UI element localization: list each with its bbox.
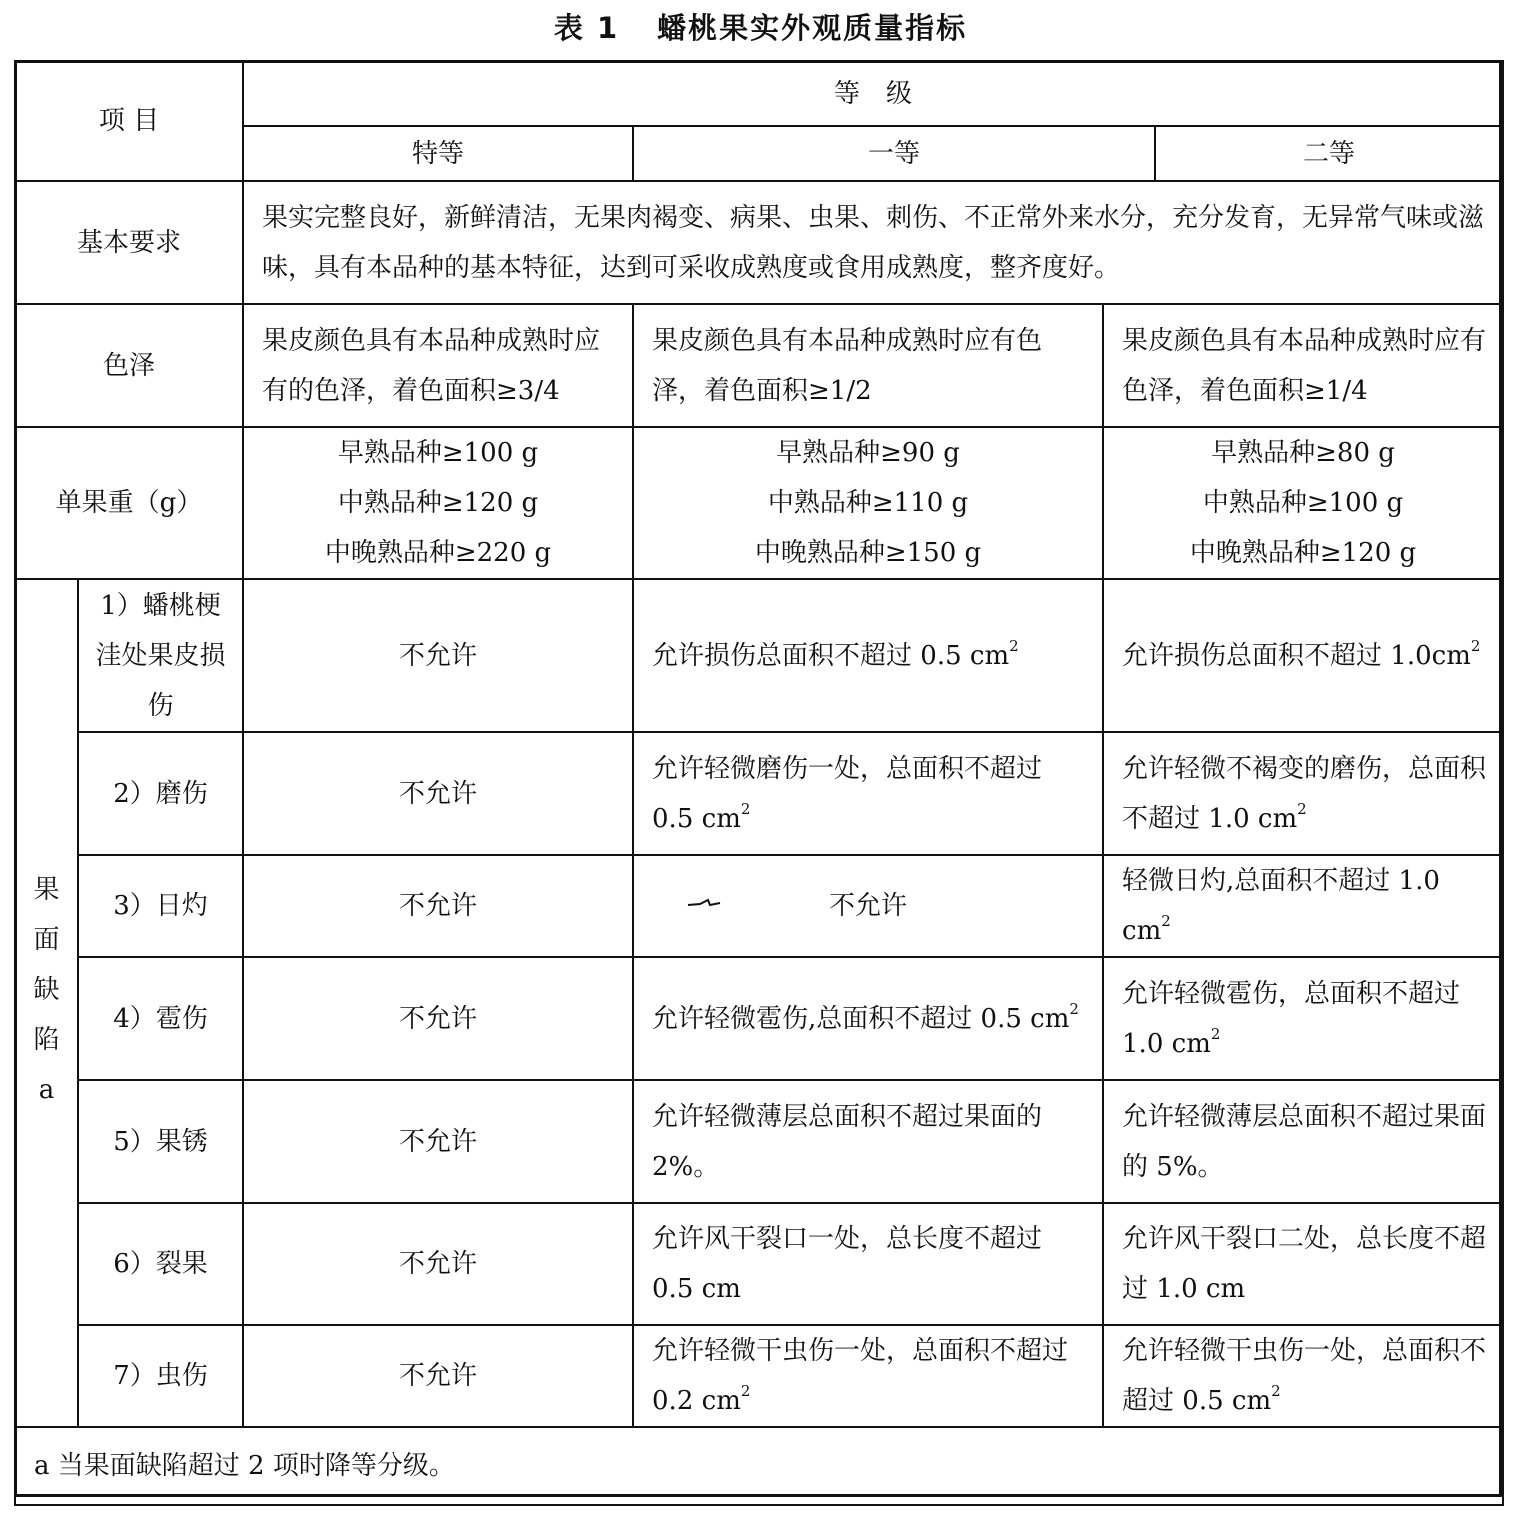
defect-second: 允许轻微薄层总面积不超过果面的 5%。	[1103, 1080, 1503, 1203]
defect-label: 6）裂果	[78, 1203, 243, 1325]
defect-label: 7）虫伤	[78, 1325, 243, 1427]
defect-second: 允许轻微干虫伤一处，总面积不超过 0.5 $cm^2$	[1103, 1325, 1503, 1427]
superscript: 2	[1009, 636, 1019, 655]
defect-group-char: 果	[33, 875, 60, 905]
weight-line: 中晚熟品种≥220 g	[324, 538, 552, 568]
basic-text: 果实完整良好，新鲜清洁，无果肉褐变、病果、虫果、刺伤、不正常外来水分，充分发育，无异常气味或滋味，具有本品种的基本特征，达到可采收成熟度或食用成熟度，整齐度好。	[243, 181, 1503, 304]
superscript: 2	[1210, 1024, 1221, 1043]
color-second: 果皮颜色具有本品种成熟时应有色泽，着色面积≥1/4	[1103, 304, 1503, 427]
weight-line: 早熟品种≥100 g	[337, 438, 539, 468]
footnote: a 当果面缺陷超过 2 项时降等分级。	[15, 1427, 1503, 1505]
weight-line: 中熟品种≥100 g	[1202, 488, 1404, 518]
defect-special: 不允许	[243, 1203, 633, 1325]
defect-first: 不允许	[633, 855, 1103, 957]
grade-second: 二等	[1155, 126, 1503, 181]
defect-group-char: 面	[33, 925, 60, 955]
weight-line: 中晚熟品种≥120 g	[1189, 538, 1417, 568]
defect-second: 允许损伤总面积不超过 $1.0cm^2$	[1103, 579, 1503, 732]
color-label: 色泽	[15, 304, 243, 427]
weight-line: 早熟品种≥80 g	[1211, 438, 1395, 468]
defect-first: 允许损伤总面积不超过 0.5 $cm^2$	[633, 579, 1103, 732]
grade-header: 等 级	[243, 61, 1503, 126]
defect-group-char: 缺	[33, 975, 60, 1005]
color-first: 果皮颜色具有本品种成熟时应有色泽，着色面积≥1/2	[633, 304, 1103, 427]
defect-special: 不允许	[243, 855, 633, 957]
table-caption: 蟠桃果实外观质量指标	[657, 11, 968, 45]
defect-second: 允许风干裂口二处，总长度不超过 1.0 cm	[1103, 1203, 1503, 1325]
defect-label: 4）雹伤	[78, 957, 243, 1080]
defect-second: 允许轻微雹伤，总面积不超过 1.0 $cm^2$	[1103, 957, 1503, 1080]
defect-first: 允许轻微磨伤一处，总面积不超过 0.5 $cm^2$	[633, 732, 1103, 855]
defect-label: 1）蟠桃梗洼处果皮损伤	[78, 579, 243, 732]
defect-special: 不允许	[243, 957, 633, 1080]
superscript: 2	[1271, 1382, 1281, 1401]
basic-label: 基本要求	[15, 181, 243, 304]
superscript: 2	[1470, 636, 1481, 655]
color-special: 果皮颜色具有本品种成熟时应有的色泽，着色面积≥3/4	[243, 304, 633, 427]
defect-first: 允许风干裂口一处，总长度不超过 0.5 cm	[633, 1203, 1103, 1325]
item-header: 项 目	[15, 61, 243, 181]
defect-special: 不允许	[243, 579, 633, 732]
weight-line: 中熟品种≥110 g	[767, 488, 969, 518]
defect-group-char: a	[38, 1075, 55, 1105]
defect-second: 轻微日灼,总面积不超过 1.0 $cm^2$	[1103, 855, 1503, 957]
grade-special: 特等	[243, 126, 633, 181]
superscript: 2	[1161, 912, 1171, 931]
defect-label: 2）磨伤	[78, 732, 243, 855]
grade-first: 一等	[633, 126, 1155, 181]
weight-label: 单果重（g）	[15, 427, 243, 579]
defect-second: 允许轻微不褐变的磨伤，总面积不超过 1.0 $cm^2$	[1103, 732, 1503, 855]
weight-line: 中熟品种≥120 g	[337, 488, 539, 518]
superscript: 2	[740, 1382, 751, 1401]
table-frame	[14, 60, 1502, 1497]
defect-special: 不允许	[243, 732, 633, 855]
defect-first: 允许轻微雹伤,总面积不超过 0.5 $cm^2$	[633, 957, 1103, 1080]
defect-label: 5）果锈	[78, 1080, 243, 1203]
ink-speck-icon	[686, 896, 722, 910]
superscript: 2	[1297, 799, 1307, 818]
defect-first: 允许轻微干虫伤一处，总面积不超过 0.2 $cm^2$	[633, 1325, 1103, 1427]
defect-group-char: 陷	[33, 1025, 60, 1055]
table-title	[0, 6, 1521, 47]
defect-label: 3）日灼	[78, 855, 243, 957]
weight-line: 中晚熟品种≥150 g	[754, 538, 982, 568]
table-number: 表 1	[553, 11, 620, 45]
weight-line: 早熟品种≥90 g	[776, 438, 960, 468]
defect-special: 不允许	[243, 1080, 633, 1203]
defect-first: 允许轻微薄层总面积不超过果面的 2%。	[633, 1080, 1103, 1203]
superscript: 2	[1069, 999, 1079, 1018]
defect-special: 不允许	[243, 1325, 633, 1427]
superscript: 2	[740, 799, 751, 818]
